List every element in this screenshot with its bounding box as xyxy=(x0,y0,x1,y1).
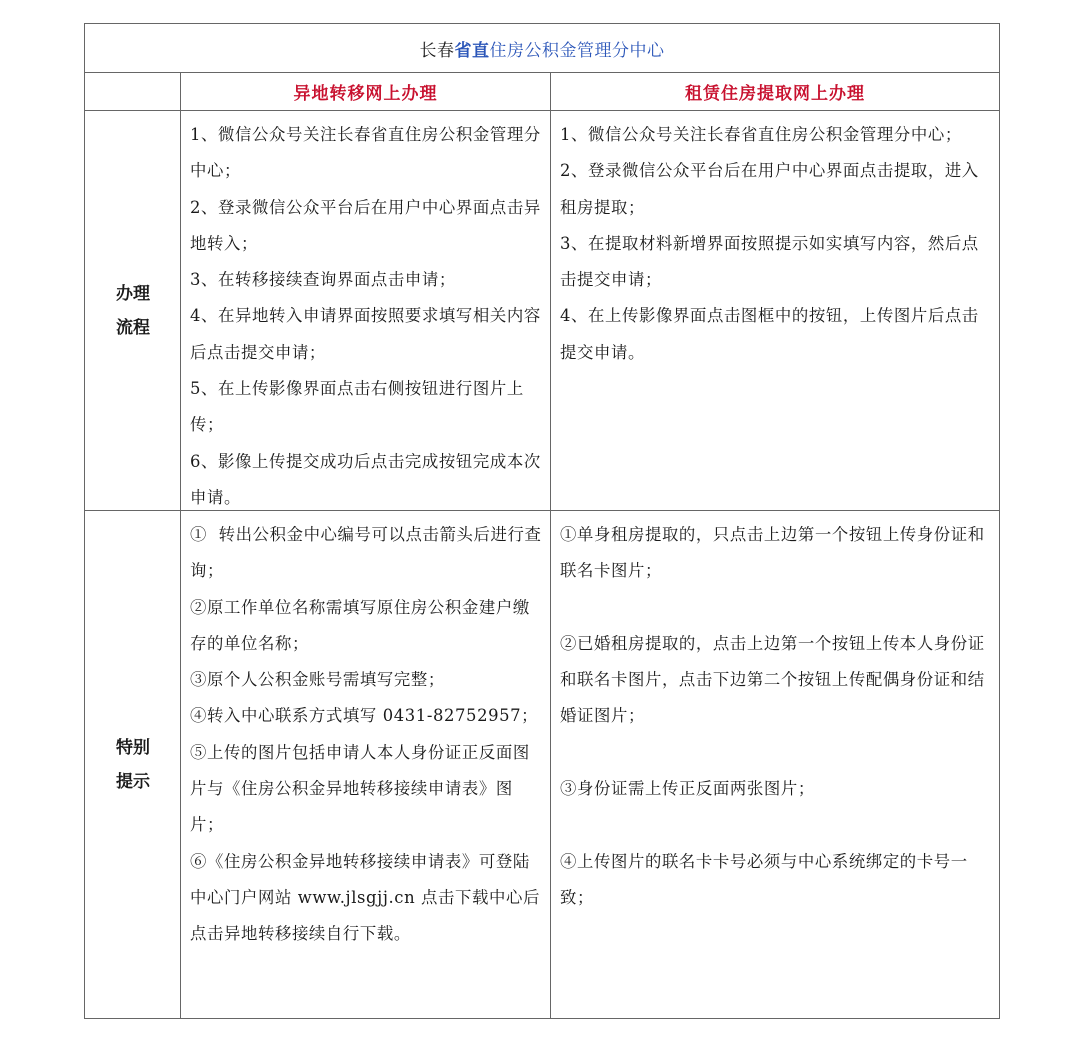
row-label-process-line2: 流程 xyxy=(116,317,150,338)
title-suffix: 住房公积金管理分中心 xyxy=(489,40,665,61)
row-label-tips-line2: 提示 xyxy=(116,771,150,792)
row-label-tips-line1: 特别 xyxy=(116,737,150,758)
list-item: ②原工作单位名称需填写原住房公积金建户缴存的单位名称； xyxy=(190,597,530,653)
title-prefix: 长春 xyxy=(419,40,455,61)
column-header-rental: 租赁住房提取网上办理 xyxy=(685,83,865,104)
list-item: ②已婚租房提取的，点击上边第一个按钮上传本人身份证和联名卡图片，点击下边第二个按钮上传配偶身份证和结婚证图片； xyxy=(560,633,985,726)
row-label-process-line1: 办理 xyxy=(116,283,150,304)
tips-rental-notes xyxy=(551,511,999,1018)
list-item: 6、影像上传提交成功后点击完成按钮完成本次申请。 xyxy=(190,451,541,507)
list-item: ④上传图片的联名卡卡号必须与中心系统绑定的卡号一致； xyxy=(560,851,968,907)
list-item: 4、在上传影像界面点击图框中的按钮，上传图片后点击提交申请。 xyxy=(560,306,979,362)
list-item: 1、微信公众号关注长春省直住房公积金管理分中心； xyxy=(190,125,541,181)
tips-transfer-notes xyxy=(181,511,550,1018)
list-item: ⑤上传的图片包括申请人本人身份证正反面图片与《住房公积金异地转移接续申请表》图片； xyxy=(190,742,530,835)
list-item: 2、登录微信公众平台后在用户中心界面点击提取，进入租房提取； xyxy=(560,161,979,217)
list-item: ④转入中心联系方式填写 0431-82752957； xyxy=(190,706,539,726)
info-table xyxy=(84,23,1000,1019)
list-item: 2、登录微信公众平台后在用户中心界面点击异地转入； xyxy=(190,197,541,253)
list-item: 1、微信公众号关注长春省直住房公积金管理分中心； xyxy=(560,125,962,144)
list-item: 3、在提取材料新增界面按照提示如实填写内容，然后点击提交申请； xyxy=(560,233,979,290)
list-item: ① 转出公积金中心编号可以点击箭头后进行查询； xyxy=(190,525,542,581)
column-header-transfer: 异地转移网上办理 xyxy=(293,83,438,104)
list-item: ③身份证需上传正反面两张图片； xyxy=(560,779,815,799)
table-title xyxy=(85,24,999,72)
row-label-tips xyxy=(85,511,181,1018)
title-emphasis: 省直 xyxy=(454,40,490,61)
list-item: ①单身租房提取的，只点击上边第一个按钮上传身份证和联名卡图片； xyxy=(560,525,985,581)
process-rental-steps xyxy=(551,111,999,510)
list-item: ⑥《住房公积金异地转移接续申请表》可登陆中心门户网站 www.jlsgjj.cn 点击下载中心后点击异地转移接续自行下载。 xyxy=(190,851,540,944)
process-transfer-steps xyxy=(181,111,550,510)
list-item: 5、在上传影像界面点击右侧按钮进行图片上传； xyxy=(190,379,524,435)
list-item: 4、在异地转入申请界面按照要求填写相关内容后点击提交申请； xyxy=(190,306,541,362)
list-item: ③原个人公积金账号需填写完整； xyxy=(190,670,445,690)
list-item: 3、在转移接续查询界面点击申请； xyxy=(190,270,456,290)
row-label-process xyxy=(85,111,181,510)
